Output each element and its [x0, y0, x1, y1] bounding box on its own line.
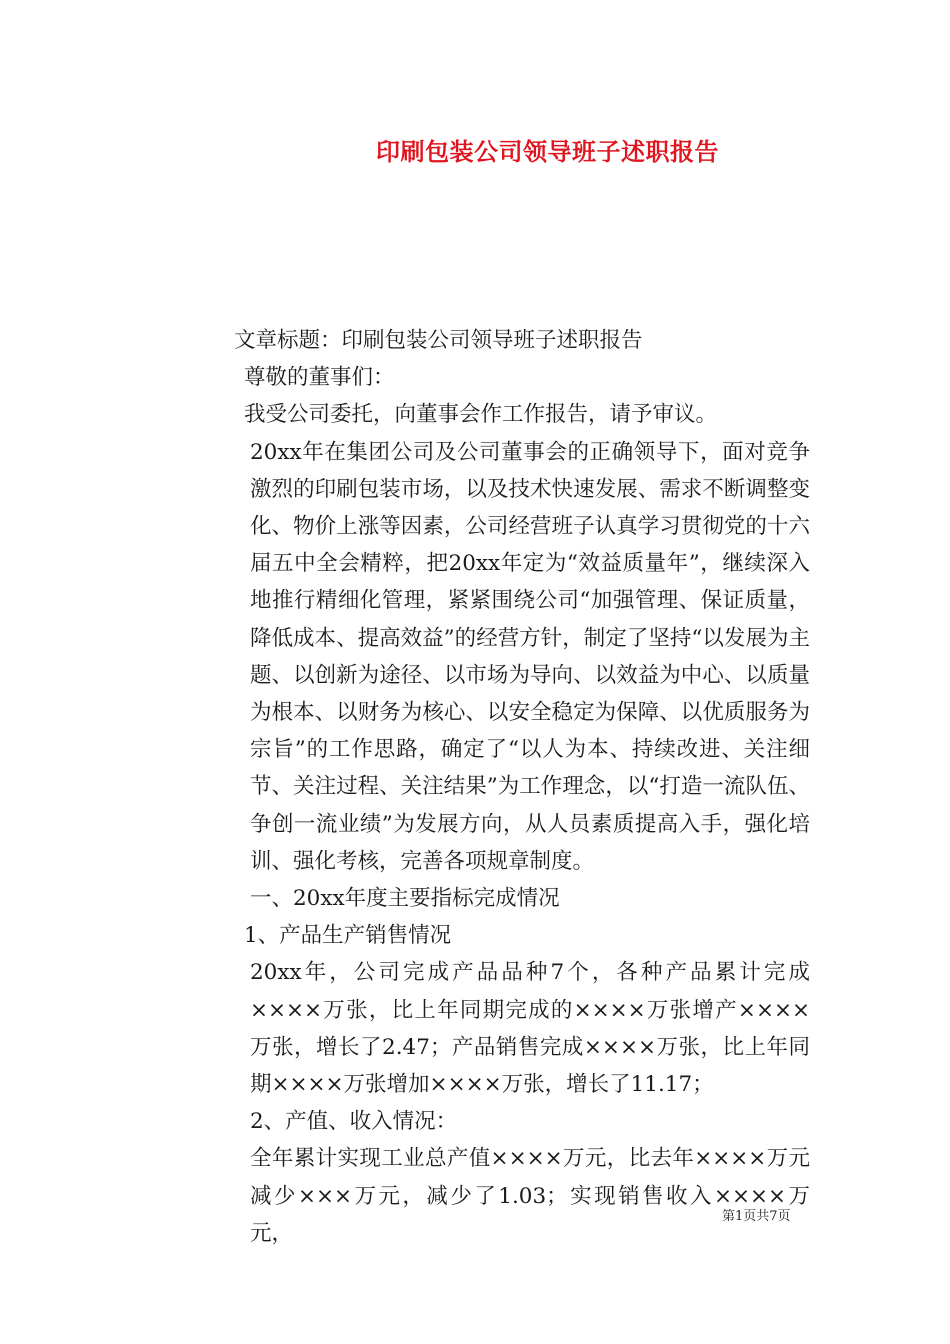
document-title: 印刷包装公司领导班子述职报告	[376, 137, 719, 166]
output-paragraph: 全年累计实现工业总产值××××万元，比去年××××万元减少×××万元，减少了1.03；实现销售收入××××万元，	[250, 1146, 810, 1246]
subsection-heading: 2、产值、收入情况：	[250, 1109, 458, 1135]
salutation: 尊敬的董事们：	[244, 365, 395, 391]
subsection-heading: 1、产品生产销售情况	[244, 923, 452, 949]
intro-paragraph: 我受公司委托，向董事会作工作报告，请予审议。	[244, 402, 718, 428]
overview-paragraph: 20xx年在集团公司及公司董事会的正确领导下，面对竞争激烈的印刷包装市场，以及技术快速发展、需求不断调整变化、物价上涨等因素，公司经营班子认真学习贯彻党的十六届五中全会精粹，把20xx年定为“效益质量年”，继续深入地推行精细化管理，紧紧围绕公司“加强管理、保证质量，降低成本、提高效益”的经营方针，制定了坚持“以发展为主题、以创新为途径、以市场为导向、以效益为中心、以质量为根本、以财务为核心、以安全稳定为保障、以优质服务为宗旨”的工作思路，确定了“以人为本、持续改进、关注细节、关注过程、关注结果”为工作理念，以“打造一流队伍、争创一流业绩”为发展方向，从人员素质提高入手，强化培训、强化考核，完善各项规章制度。	[250, 439, 810, 874]
document-body	[146, 322, 810, 1252]
production-paragraph: 20xx年，公司完成产品品种7个，各种产品累计完成××××万张，比上年同期完成的××××万张增产××××万张，增长了2.47；产品销售完成××××万张，比上年同期××××万张增加××××万张，增长了11.17；	[250, 960, 810, 1098]
article-title-line: 文章标题：印刷包装公司领导班子述职报告	[234, 328, 643, 353]
page-number: 第1页共7页	[722, 1209, 791, 1224]
section-heading: 一、20xx年度主要指标完成情况	[250, 886, 560, 912]
